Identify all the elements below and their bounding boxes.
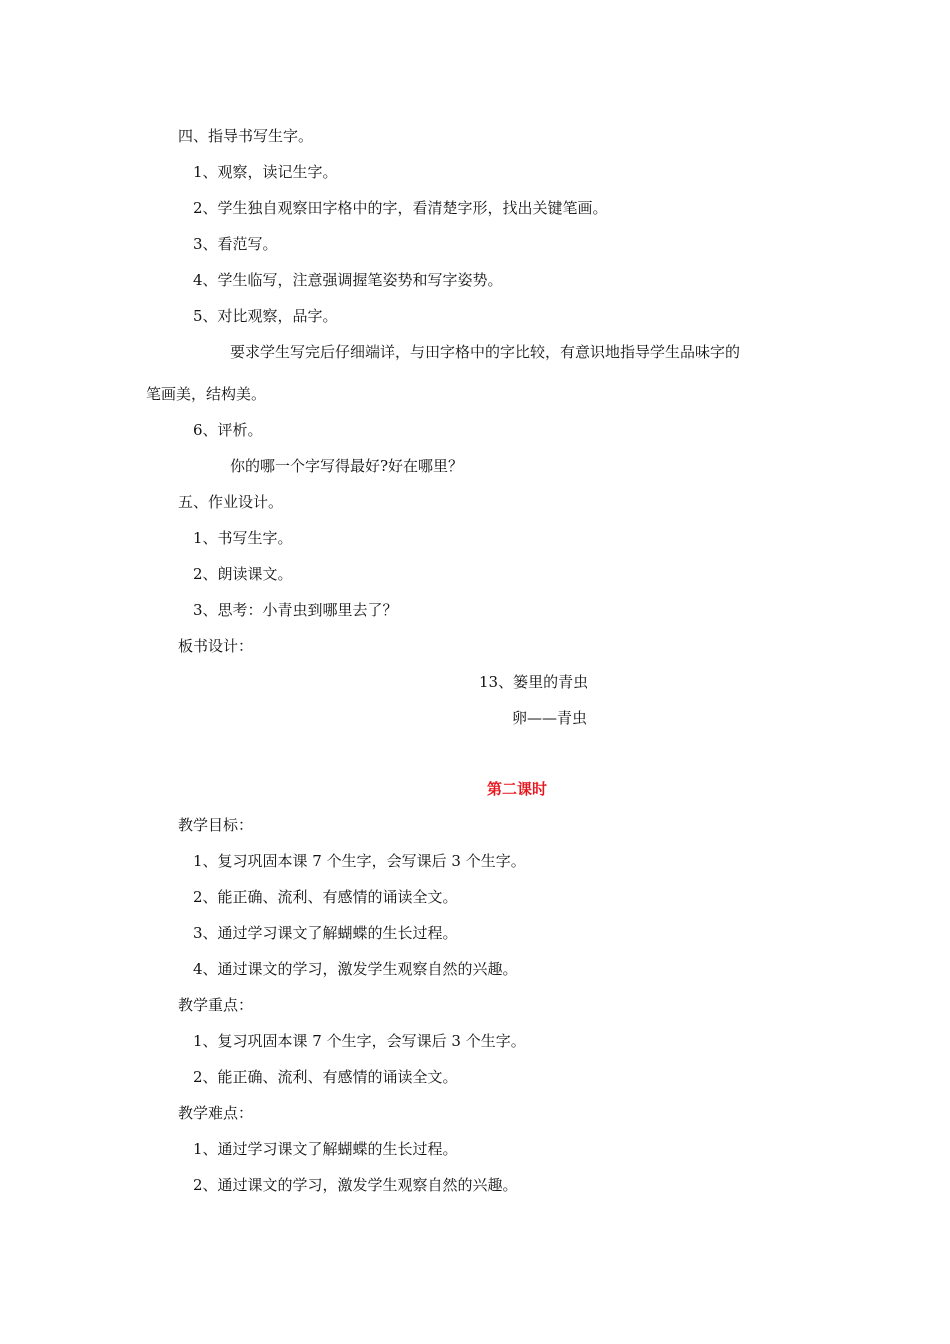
list-item: 6、评析。 [193,421,263,439]
list-item: 1、观察，读记生字。 [193,163,338,181]
section-5-heading: 五、作业设计。 [178,493,284,511]
list-item: 3、通过学习课文了解蝴蝶的生长过程。 [193,924,458,942]
paragraph-line: 要求学生写完后仔细端详，与田字格中的字比较，有意识地指导学生品味字的 [230,343,741,361]
list-item: 4、学生临写，注意强调握笔姿势和写字姿势。 [193,271,503,289]
lesson-2-title: 第二课时 [487,780,548,798]
list-item: 2、通过课文的学习，激发学生观察自然的兴趣。 [193,1176,518,1194]
goals-heading: 教学目标： [178,816,254,834]
list-item: 2、能正确、流利、有感情的诵读全文。 [193,1068,458,1086]
list-item: 1、书写生字。 [193,529,293,547]
difficult-points-heading: 教学难点： [178,1104,254,1122]
list-item: 3、思考：小青虫到哪里去了？ [193,601,398,619]
list-item: 4、通过课文的学习，激发学生观察自然的兴趣。 [193,960,518,978]
list-item: 1、复习巩固本课 7 个生字，会写课后 3 个生字。 [193,1032,526,1050]
list-item: 5、对比观察，品字。 [193,307,338,325]
paragraph-line: 你的哪一个字写得最好?好在哪里？ [230,457,464,475]
paragraph-line: 笔画美，结构美。 [146,385,267,403]
section-4-heading: 四、指导书写生字。 [178,127,314,145]
list-item: 1、复习巩固本课 7 个生字，会写课后 3 个生字。 [193,852,526,870]
list-item: 3、看范写。 [193,235,278,253]
board-title: 13、篓里的青虫 [479,673,589,691]
board-design-label: 板书设计： [178,637,254,655]
key-points-heading: 教学重点： [178,996,254,1014]
board-line: 卵——青虫 [512,709,588,727]
list-item: 2、能正确、流利、有感情的诵读全文。 [193,888,458,906]
list-item: 1、通过学习课文了解蝴蝶的生长过程。 [193,1140,458,1158]
list-item: 2、学生独自观察田字格中的字，看清楚字形，找出关键笔画。 [193,199,608,217]
list-item: 2、朗读课文。 [193,565,293,583]
